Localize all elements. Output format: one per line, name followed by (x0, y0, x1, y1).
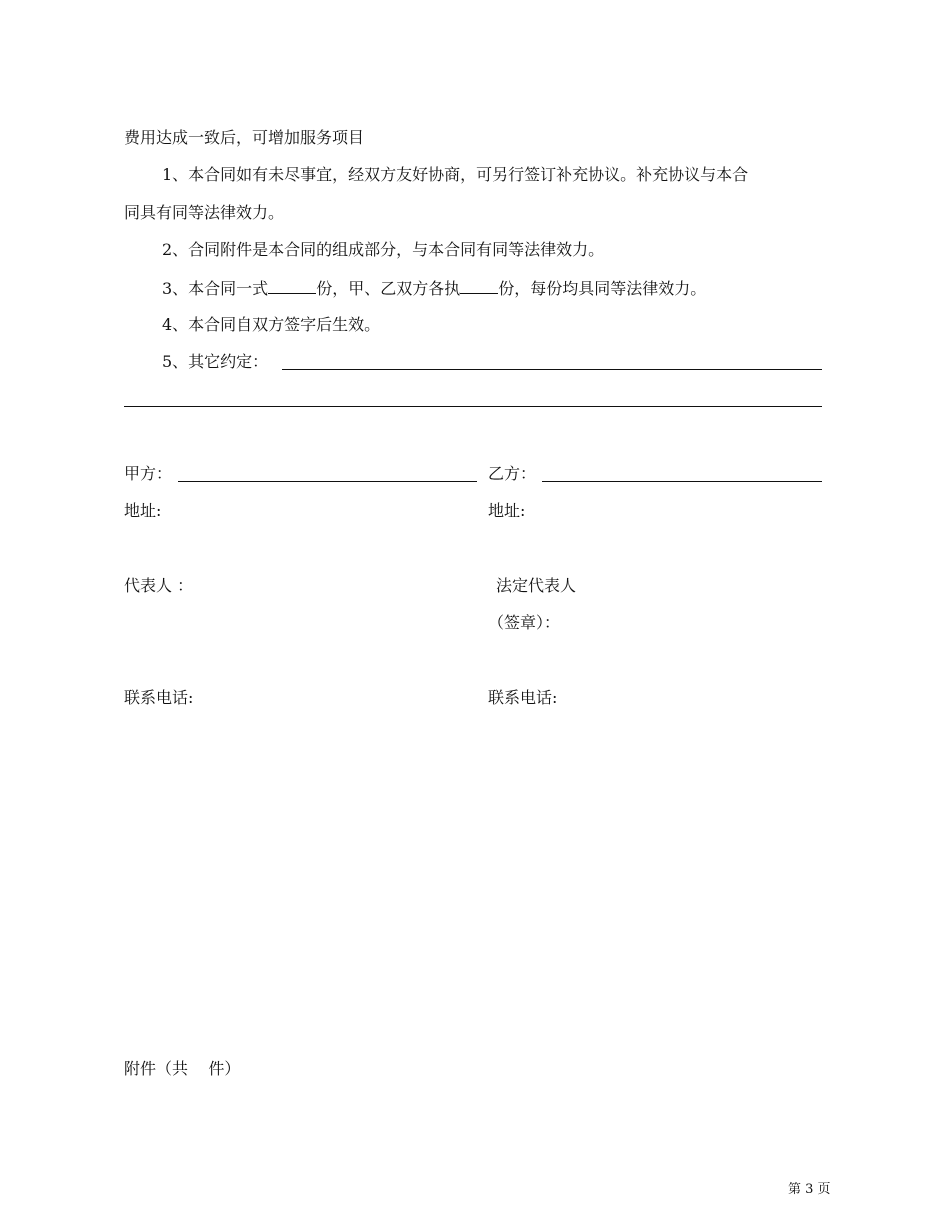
page-number: 第 3 页 (788, 1182, 831, 1197)
continuation-text: 费用达成一致后，可增加服务项目 (124, 128, 365, 147)
seal-label: （签章）： (488, 613, 561, 632)
other-terms-line-1 (282, 369, 822, 370)
phone-a-label: 联系电话: (124, 688, 194, 707)
clause-2: 2、合同附件是本合同的组成部分，与本合同有同等法律效力。 (162, 240, 605, 259)
legal-rep-label: 法定代表人 (496, 576, 577, 595)
other-terms-line-2 (124, 406, 822, 407)
party-a-line (178, 481, 477, 482)
clause-3-part-2: 份，甲、乙双方各执 (316, 279, 461, 298)
clause-1-line-1: 1、本合同如有未尽事宜，经双方友好协商，可另行签订补充协议。补充协议与本合 (162, 165, 749, 184)
clause-3 (162, 277, 706, 299)
copies-each-blank (460, 277, 498, 294)
clause-3-part-3: 份，每份均具同等法律效力。 (498, 279, 707, 298)
phone-b-label: 联系电话: (488, 688, 558, 707)
copies-total-blank (268, 277, 316, 294)
clause-4: 4、本合同自双方签字后生效。 (162, 315, 381, 334)
party-b-line (542, 481, 822, 482)
party-b-label: 乙方： (488, 464, 537, 483)
party-a-label: 甲方： (124, 464, 173, 483)
address-a-label: 地址: (124, 501, 162, 520)
attachment-label: 附件（共 件） (124, 1059, 241, 1078)
representative-label: 代表人 ： (124, 576, 194, 595)
address-b-label: 地址: (488, 501, 526, 520)
clause-3-part-1: 3、本合同一式 (162, 279, 269, 298)
clause-5-label: 5、其它约定： (162, 352, 269, 371)
clause-1-line-2: 同具有同等法律效力。 (124, 203, 285, 222)
